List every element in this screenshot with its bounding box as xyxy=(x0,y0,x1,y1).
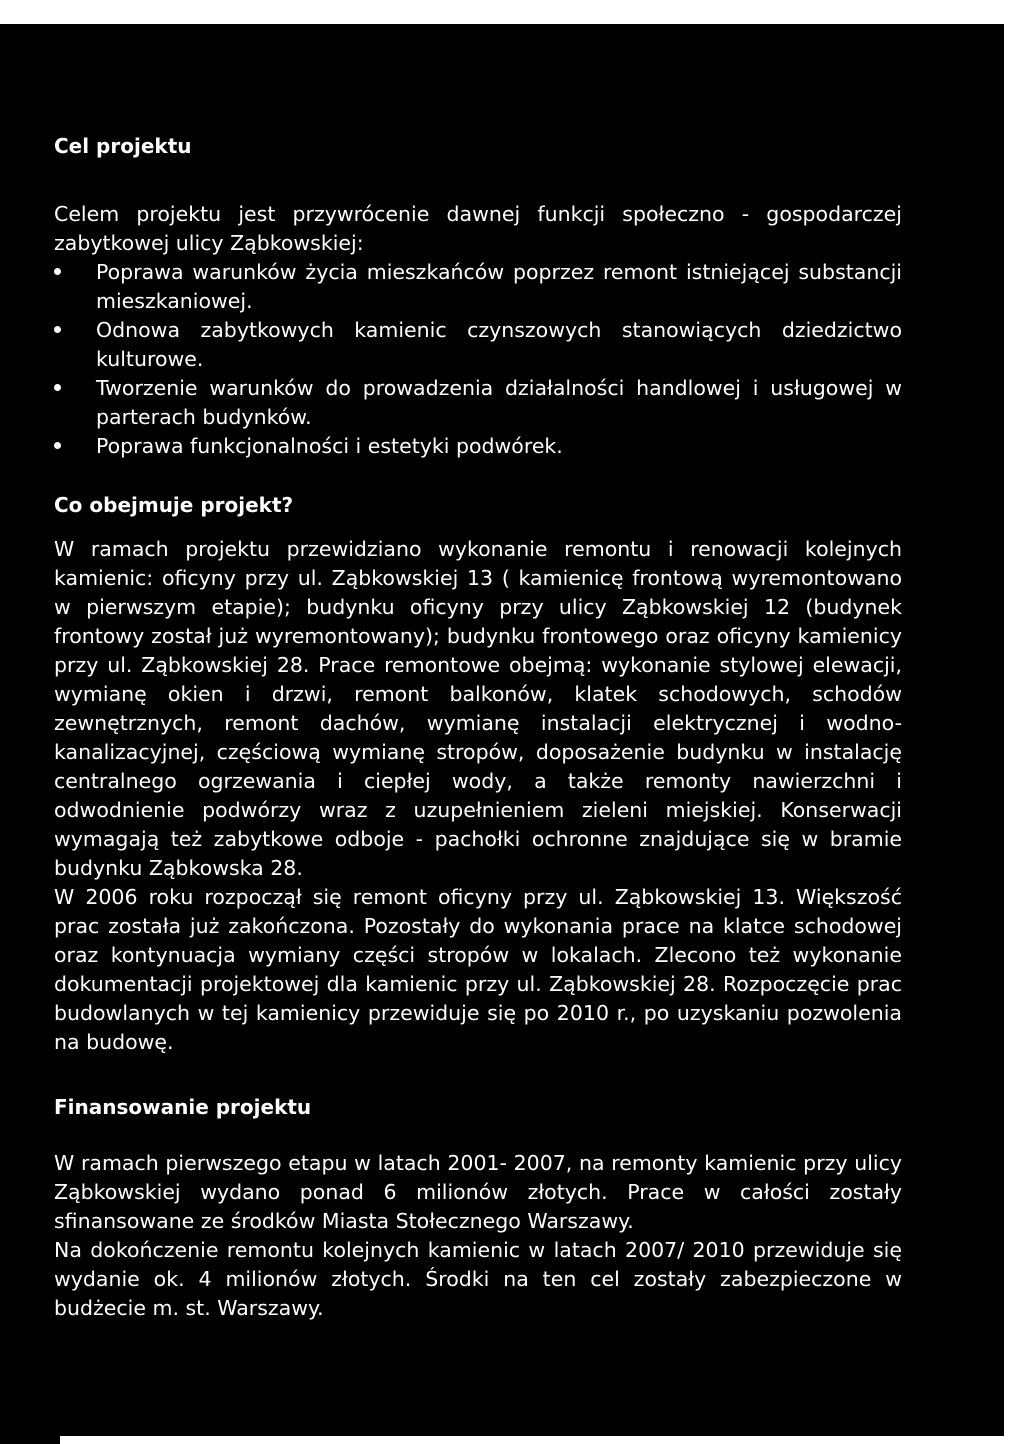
list-item-text: Poprawa funkcjonalności i estetyki podwórek. xyxy=(96,434,563,458)
cel-list xyxy=(54,258,902,461)
bottom-divider xyxy=(60,1436,1004,1444)
zakres-paragraph-2: W 2006 roku rozpoczął się remont oficyny przy ul. Ząbkowskiej 13. Większość prac została już zakończona. Pozostały do wykonania prace na klatce schodowej oraz kontynuacja wymiany części stropów w lokalach. Zlecono też wykonanie dokumentacji projektowej dla kamienic przy ul. Ząbkowskiej 28. Rozpoczęcie prac budowlanych w tej kamienicy przewiduje się po 2010 r., po uzyskaniu pozwolenia na budowę. xyxy=(54,885,902,1054)
cel-intro: Celem projektu jest przywrócenie dawnej funkcji społeczno - gospodarczej zabytkowej ulicy Ząbkowskiej: xyxy=(54,202,902,255)
list-item xyxy=(54,316,902,374)
document-content xyxy=(54,132,902,1323)
list-item-text: Tworzenie warunków do prowadzenia działalności handlowej i usługowej w parterach budynków. xyxy=(96,376,902,429)
bullet-icon xyxy=(54,442,61,449)
list-item-text: Odnowa zabytkowych kamienic czynszowych stanowiących dziedzictwo kulturowe. xyxy=(96,318,902,371)
bullet-icon xyxy=(54,326,61,333)
list-item-text: Poprawa warunków życia mieszkańców poprzez remont istniejącej substancji mieszkaniowej. xyxy=(96,260,902,313)
list-item xyxy=(54,432,902,461)
section-title-finansowanie: Finansowanie projektu xyxy=(54,1095,312,1119)
list-item xyxy=(54,374,902,432)
top-margin xyxy=(0,0,1024,24)
finansowanie-paragraph-2: Na dokończenie remontu kolejnych kamienic w latach 2007/ 2010 przewiduje się wydanie ok. 4 milionów złotych. Środki na ten cel zostały zabezpieczone w budżecie m. st. Warszawy. xyxy=(54,1238,902,1320)
bullet-icon xyxy=(54,384,61,391)
zakres-paragraph-1: W ramach projektu przewidziano wykonanie remontu i renowacji kolejnych kamienic: oficyny przy ul. Ząbkowskiej 13 ( kamienicę frontową wyremontowano w pierwszym etapie); budynku oficyny przy ulicy Ząbkowskiej 12 (budynek frontowy został już wyremontowany); budynku frontowego oraz oficyny kamienicy przy ul. Ząbkowskiej 28. Prace remontowe obejmą: wykonanie stylowej elewacji, wymianę okien i drzwi, remont balkonów, klatek schodowych, schodów zewnętrznych, remont dachów, wymianę instalacji elektrycznej i wodno-kanalizacyjnej, częściową wymianę stropów, doposażenie budynku w instalację centralnego ogrzewania i ciepłej wody, a także remonty nawierzchni i odwodnienie podwórzy wraz z uzupełnieniem zieleni miejskiej. Konserwacji wymagają też zabytkowe odboje - pachołki ochronne znajdujące się w bramie budynku Ząbkowska 28. xyxy=(54,537,902,880)
finansowanie-paragraph-1: W ramach pierwszego etapu w latach 2001- 2007, na remonty kamienic przy ulicy Ząbkowskiej wydano ponad 6 milionów złotych. Prace w całości zostały sfinansowane ze środków Miasta Stołecznego Warszawy. xyxy=(54,1151,902,1233)
bullet-icon xyxy=(54,268,61,275)
section-title-cel: Cel projektu xyxy=(54,134,192,158)
right-margin xyxy=(1004,0,1024,1444)
document-page xyxy=(0,24,1004,1444)
list-item xyxy=(54,258,902,316)
section-title-zakres: Co obejmuje projekt? xyxy=(54,493,294,517)
